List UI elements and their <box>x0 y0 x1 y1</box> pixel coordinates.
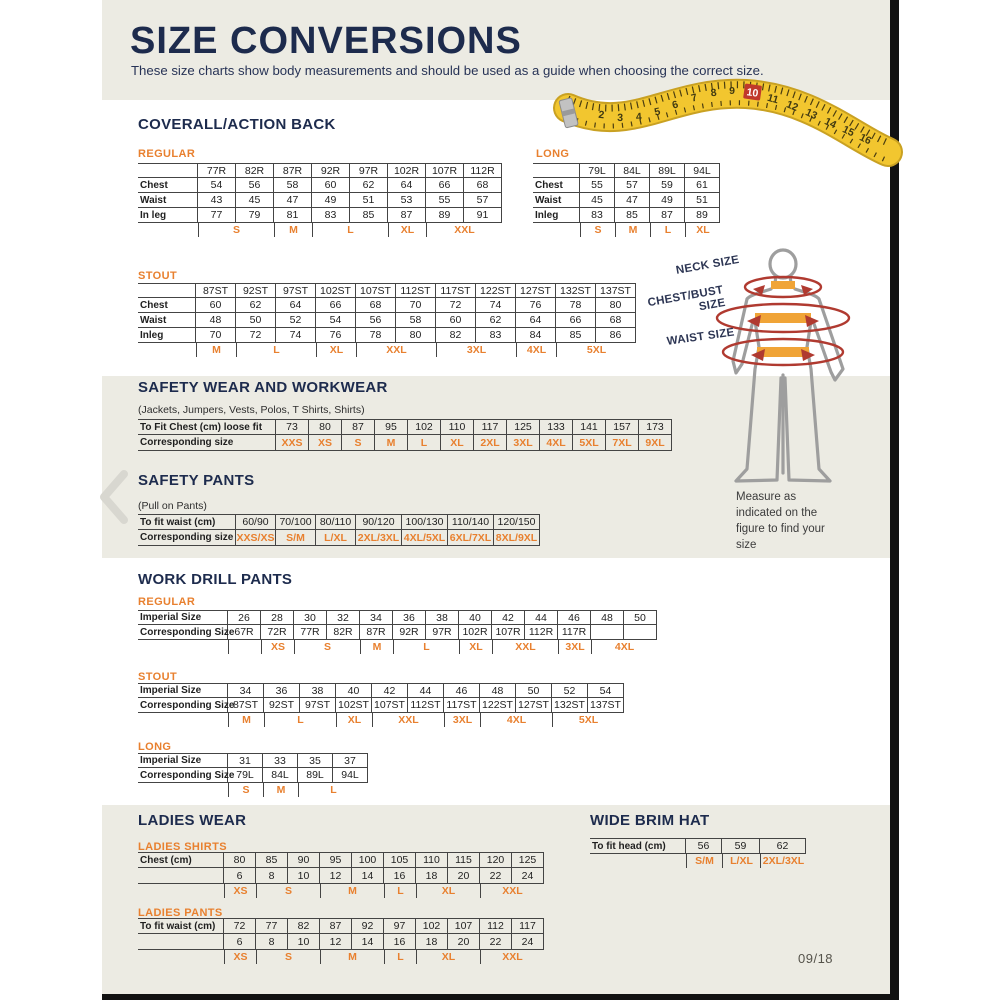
safety-wear-section-title: SAFETY WEAR AND WORKWEAR <box>138 379 388 396</box>
svg-text:10: 10 <box>745 86 760 100</box>
svg-text:4: 4 <box>635 110 643 124</box>
svg-text:8: 8 <box>710 86 718 100</box>
work-drill-long-table: Imperial Size 31 33 35 37 Corresponding Size 79L 84L 89L 94L S M L <box>138 753 368 797</box>
chest-bust-size-label: CHEST/BUST SIZE <box>646 284 727 314</box>
safety-wear-note: (Jackets, Jumpers, Vests, Polos, T Shirts, Shirts) <box>138 404 365 416</box>
svg-text:12: 12 <box>784 98 800 114</box>
neck-size-label: NECK SIZE <box>675 253 741 277</box>
svg-text:15: 15 <box>840 123 857 140</box>
figure-caption: Measure as indicated on the figure to find your size <box>736 491 825 552</box>
page-subtitle: These size charts show body measurements and should be used as a guide when choosing the correct size. <box>131 63 764 78</box>
waist-band <box>757 347 809 357</box>
wide-brim-table: To fit head (cm) 56 59 62 S/M L/XL 2XL/3XL <box>592 840 805 867</box>
svg-text:9: 9 <box>729 85 735 97</box>
coverall-section-title: COVERALL/ACTION BACK <box>138 116 336 133</box>
svg-text:3: 3 <box>616 111 624 125</box>
safety-pants-section-title: SAFETY PANTS <box>138 472 255 489</box>
work-drill-regular-table: Imperial Size 26 28 30 32 34 36 38 40 42 44 46 48 50 Corresponding Size 67R 72R 77R 82R 87R 92R 97R 102R 107R 112R 117R XS S M L XL XXL 3XL 4XL <box>138 610 657 654</box>
safety-wear-table: To Fit Chest (cm) loose fit 73 80 87 95 102 110 117 125 133 141 157 173 Corresponding size XXS XS S M L XL 2XL 3XL 4XL 5XL 7XL 9XL <box>138 419 672 451</box>
ladies-pants-label: LADIES PANTS <box>138 907 223 919</box>
coverall-stout-label: STOUT <box>138 270 178 282</box>
work-drill-stout-label: STOUT <box>138 671 178 683</box>
ladies-shirts-table: Chest (cm) 80 85 90 95 100 105 110 115 120 125 6 8 10 12 14 16 18 20 22 24 XS S M L XL XXL <box>138 852 544 898</box>
coverall-regular-table: 77R 82R 87R 92R 97R 102R 107R 112R Chest 54 56 58 60 62 64 66 68 Waist 43 45 47 49 51 53 55 57 In leg 77 79 81 83 85 87 89 91 S M L XL XXL <box>138 163 502 237</box>
ladies-section-band <box>102 805 890 994</box>
neck-band <box>771 281 795 289</box>
svg-text:11: 11 <box>765 91 780 107</box>
coverall-long-table: 79L 84L 89L 94L Chest 55 57 59 61 Waist 45 47 49 51 Inleg 83 85 87 89 S M L XL <box>533 163 720 237</box>
wide-brim-section-title: WIDE BRIM HAT <box>590 812 710 829</box>
safety-pants-note: (Pull on Pants) <box>138 500 207 512</box>
coverall-regular-label: REGULAR <box>138 148 196 160</box>
work-drill-regular-label: REGULAR <box>138 596 196 608</box>
svg-text:2: 2 <box>597 108 605 122</box>
coverall-stout-table: 87ST 92ST 97ST 102ST 107ST 112ST 117ST 122ST 127ST 132ST 137ST Chest 60 62 64 66 68 70 72 74 76 78 80 Waist 48 50 52 54 56 58 60 62 64 66 68 Inleg 70 72 74 76 78 80 82 83 84 85 86 M L XL XXL 3XL 4XL 5XL <box>138 283 636 357</box>
work-drill-stout-table: Imperial Size 34 36 38 40 42 44 46 48 50 52 54 Corresponding Size 87ST 92ST 97ST 102ST 107ST 112ST 117ST 122ST 127ST 132ST 137ST M L XL XXL 3XL 4XL 5XL <box>138 683 624 727</box>
svg-text:14: 14 <box>822 115 839 132</box>
svg-text:7: 7 <box>689 91 699 105</box>
page-edge-shadow-bottom <box>102 994 899 1000</box>
svg-text:6: 6 <box>670 98 680 112</box>
work-drill-long-label: LONG <box>138 741 172 753</box>
chevron-left-icon <box>95 465 140 530</box>
svg-text:13: 13 <box>803 106 820 123</box>
waist-size-label: WAIST SIZE <box>666 326 736 348</box>
chest-band <box>755 313 811 323</box>
ladies-pants-table: To fit waist (cm) 72 77 82 87 92 97 102 107 112 117 6 8 10 12 14 16 18 20 22 24 XS S M L XL XXL <box>138 918 544 964</box>
ladies-section-title: LADIES WEAR <box>138 812 247 829</box>
coverall-long-label: LONG <box>536 148 570 160</box>
page-date: 09/18 <box>798 951 834 966</box>
measuring-tape-illustration <box>556 76 900 176</box>
page-title: SIZE CONVERSIONS <box>130 20 522 62</box>
ladies-shirts-label: LADIES SHIRTS <box>138 841 227 853</box>
work-drill-section-title: WORK DRILL PANTS <box>138 571 293 588</box>
body-measurement-figure <box>635 243 895 503</box>
svg-text:5: 5 <box>653 105 662 119</box>
svg-text:16: 16 <box>857 131 874 148</box>
safety-pants-table: To fit waist (cm) 60/90 70/100 80/110 90/120 100/130 110/140 120/150 Corresponding size XXS/XS S/M L/XL 2XL/3XL 4XL/5XL 6XL/7XL 8XL/9XL <box>138 514 540 546</box>
